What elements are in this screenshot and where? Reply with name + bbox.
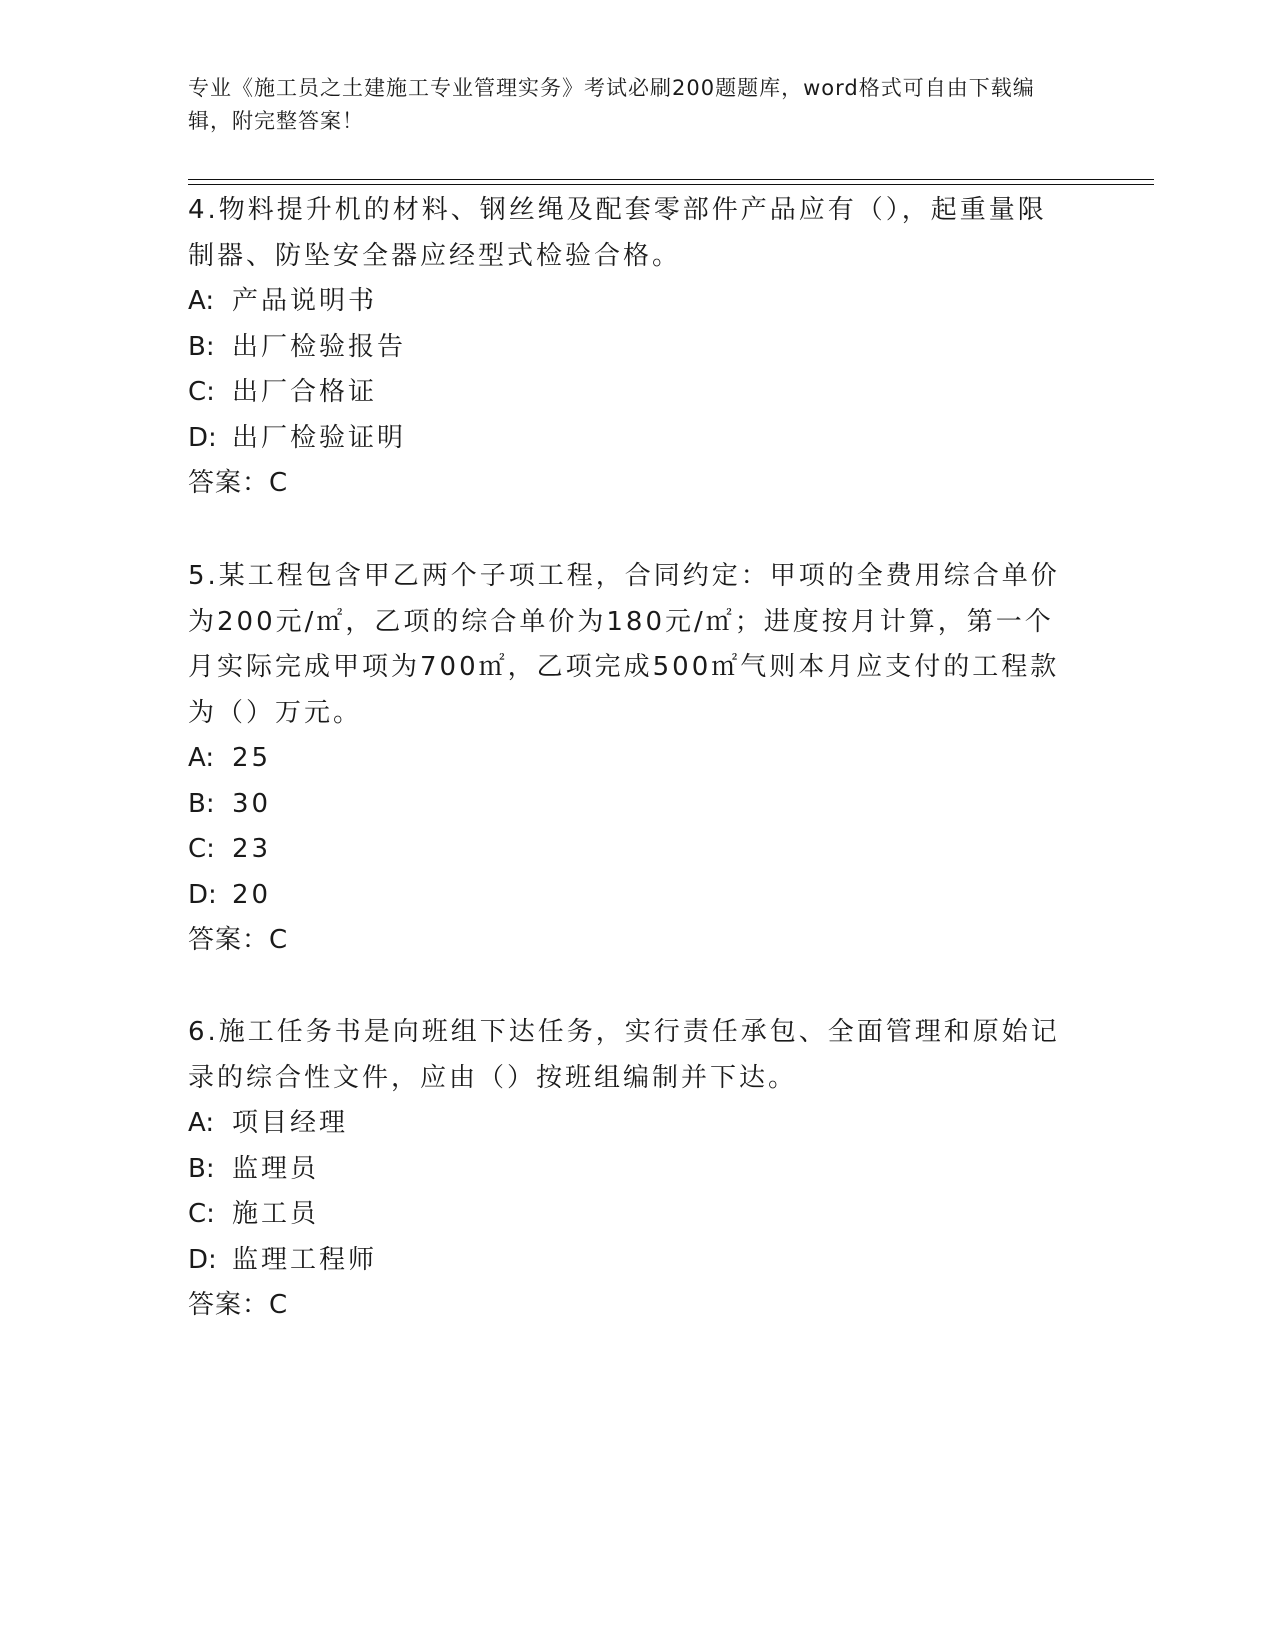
option-text: 30 (232, 788, 272, 819)
option-letter: B: (188, 1153, 215, 1184)
question-text: 5.某工程包含甲乙两个子项工程，合同约定：甲项的全费用综合单价为200元/㎡，乙项的综合单价为180元/㎡；进度按月计算，第一个月实际完成甲项为700㎡，乙项完成500㎡气则本月应支付的工程款为（）万元。 (188, 561, 1060, 728)
document-header: 专业《施工员之土建施工专业管理实务》考试必刷200题题库，word格式可自由下载编辑，附完整答案！ (188, 76, 1035, 133)
option-d (188, 1238, 1068, 1284)
option-c (188, 370, 1068, 416)
question-text: 6.施工任务书是向班组下达任务，实行责任承包、全面管理和原始记录的综合性文件，应由（）按班组编制并下达。 (188, 1017, 1060, 1093)
option-d (188, 873, 1068, 919)
option-text: 25 (232, 743, 272, 773)
option-letter: B: (188, 331, 215, 362)
option-text: 监理员 (232, 1153, 320, 1184)
option-letter: C: (188, 834, 215, 864)
option-c (188, 1192, 1068, 1238)
question-4 (188, 188, 1068, 507)
option-text: 出厂检验证明 (232, 422, 407, 453)
option-text: 监理工程师 (232, 1244, 378, 1275)
option-letter: A: (188, 286, 215, 316)
option-letter: D: (188, 1244, 217, 1275)
option-letter: A: (188, 743, 215, 773)
header-divider-bottom (188, 184, 1154, 185)
option-b (188, 1147, 1068, 1193)
answer-line: 答案：C (188, 925, 289, 955)
option-text: 出厂合格证 (232, 377, 378, 407)
question-6 (188, 1010, 1068, 1329)
option-text: 施工员 (232, 1199, 320, 1229)
question-5 (188, 554, 1068, 964)
option-letter: B: (188, 788, 215, 819)
option-text: 项目经理 (232, 1108, 349, 1138)
option-letter: D: (188, 422, 217, 453)
option-text: 20 (232, 879, 272, 910)
option-letter: C: (188, 1199, 215, 1229)
option-text: 产品说明书 (232, 286, 378, 316)
answer-line: 答案：C (188, 468, 289, 498)
option-letter: D: (188, 879, 217, 910)
option-a (188, 1101, 1068, 1147)
header-divider-top (188, 179, 1154, 180)
option-a (188, 736, 1068, 782)
option-a (188, 279, 1068, 325)
option-letter: A: (188, 1108, 215, 1138)
option-letter: C: (188, 377, 215, 407)
option-c (188, 827, 1068, 873)
answer-line: 答案：C (188, 1290, 289, 1320)
option-d (188, 416, 1068, 462)
option-b (188, 782, 1068, 828)
option-text: 23 (232, 834, 272, 864)
question-text: 4.物料提升机的材料、钢丝绳及配套零部件产品应有（），起重量限制器、防坠安全器应经型式检验合格。 (188, 195, 1047, 271)
option-text: 出厂检验报告 (232, 331, 407, 362)
option-b (188, 325, 1068, 371)
